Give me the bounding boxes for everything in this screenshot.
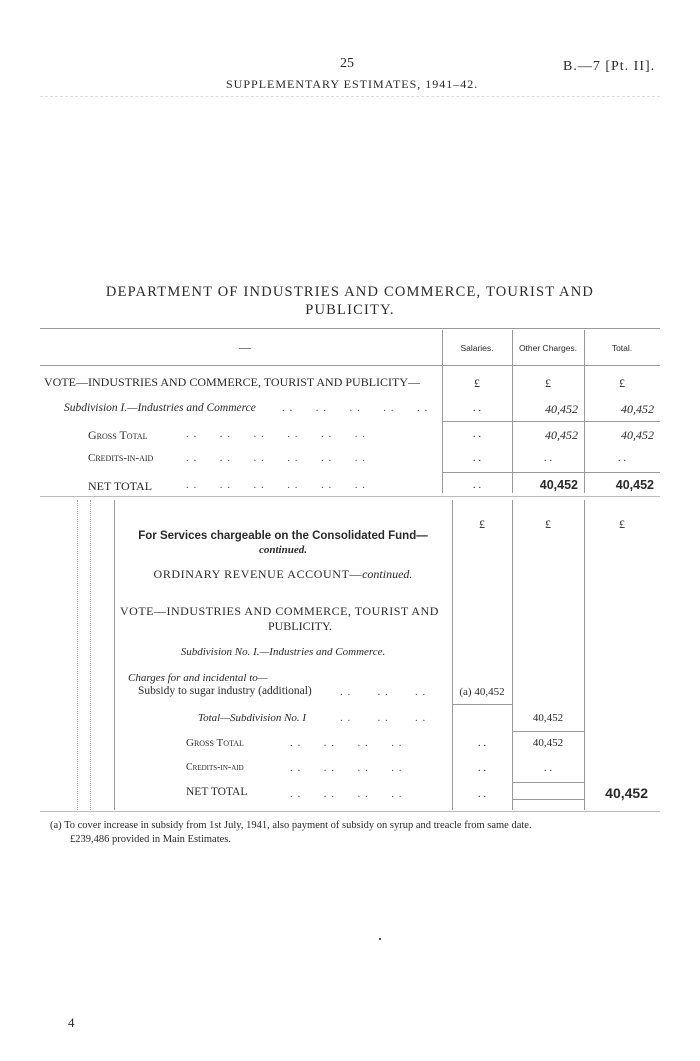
detail-margin-line-1 xyxy=(77,500,78,810)
detail-vote-line1: VOTE—INDUSTRIES AND COMMERCE, TOURIST AND xyxy=(120,604,439,618)
total-subdivision-value: 40,452 xyxy=(532,712,564,724)
detail-net-salaries: . . xyxy=(477,788,487,800)
currency-other: £ xyxy=(545,376,551,390)
header-rule xyxy=(40,96,660,97)
detail-net-label: NET TOTAL xyxy=(186,786,248,798)
detail-credits-value: . . xyxy=(543,762,553,774)
detail-net-value: 40,452 xyxy=(605,785,648,801)
header-total: Total. xyxy=(611,343,633,353)
summary-vote-line: VOTE—INDUSTRIES AND COMMERCE, TOURIST AND PUBLICITY— xyxy=(44,375,421,389)
rule-above-gross xyxy=(442,421,660,422)
footnote-line1: (a) To cover increase in subsidy from 1st July, 1941, also payment of subsidy on syrup and treacle from same date. xyxy=(50,820,532,831)
page-number: 25 xyxy=(340,56,354,71)
ordinary-revenue-main: ORDINARY REVENUE ACCOUNT— xyxy=(153,567,363,581)
header-other-charges: Other Charges. xyxy=(518,343,578,353)
summary-credits-total: . . xyxy=(617,452,627,464)
summary-net-label: NET TOTAL xyxy=(88,479,153,493)
consolidated-fund-continued: continued. xyxy=(259,544,307,556)
ordinary-revenue-continued: continued. xyxy=(362,567,413,581)
rule-above-net xyxy=(442,472,660,473)
detail-gross-leader: . . . . . . . . xyxy=(290,737,403,749)
summary-credits-label: Credits-in-aid xyxy=(88,452,154,464)
summary-top-rule xyxy=(40,328,660,329)
detail-gross-label: Gross Total xyxy=(186,737,244,749)
detail-gross-salaries: . . xyxy=(477,737,487,749)
detail-credits-salaries: . . xyxy=(477,762,487,774)
department-title-line1: DEPARTMENT OF INDUSTRIES AND COMMERCE, TOURIST AND xyxy=(105,284,595,300)
header-salaries: Salaries. xyxy=(460,343,494,353)
summary-row-total: 40,452 xyxy=(621,402,654,416)
rule-above-total-sub xyxy=(452,704,512,705)
detail-gross-value: 40,452 xyxy=(532,737,564,749)
summary-header-rule xyxy=(40,365,660,366)
summary-gross-leader: . . . . . . . . . . . . xyxy=(186,428,366,440)
print-speck xyxy=(379,938,381,940)
rule-above-detail-net xyxy=(512,782,584,783)
summary-row-other: 40,452 xyxy=(545,402,578,416)
subsidy-value: (a) 40,452 xyxy=(459,686,505,698)
summary-net-leader: . . . . . . . . . . . . xyxy=(186,479,366,491)
rule-below-detail-net xyxy=(512,799,584,800)
summary-net-salaries: . . xyxy=(472,479,482,491)
rule-above-detail-gross xyxy=(512,731,584,732)
detail-col-divider-4 xyxy=(584,500,585,810)
total-subdivision-label: Total—Subdivision No. I xyxy=(198,712,307,724)
consolidated-fund-heading: For Services chargeable on the Consolidated Fund— xyxy=(138,530,428,542)
detail-credits-label: Credits-in-aid xyxy=(186,762,244,773)
footnote-line2: £239,486 provided in Main Estimates. xyxy=(70,834,231,845)
summary-gross-salaries: . . xyxy=(472,428,482,440)
summary-net-total: 40,452 xyxy=(615,478,654,492)
detail-net-leader: . . . . . . . . xyxy=(290,788,403,800)
detail-currency-1: £ xyxy=(479,517,485,531)
detail-subdivision: Subdivision No. I.—Industries and Commerce. xyxy=(180,646,386,658)
summary-net-other: 40,452 xyxy=(539,478,578,492)
reference-code: B.—7 [Pt. II]. xyxy=(563,59,656,74)
summary-row-salaries: . . xyxy=(472,402,482,414)
summary-gross-other: 40,452 xyxy=(545,428,578,442)
detail-vote-line2: PUBLICITY. xyxy=(267,619,333,633)
subsidy-label: Subsidy to sugar industry (additional) xyxy=(138,685,312,697)
summary-credits-leader: . . . . . . . . . . . . xyxy=(186,452,366,464)
detail-credits-leader: . . . . . . . . xyxy=(290,762,403,774)
detail-currency-3: £ xyxy=(619,517,625,531)
summary-gross-label: Gross Total xyxy=(88,428,148,442)
summary-row-label: Subdivision I.—Industries and Commerce xyxy=(64,402,256,414)
ordinary-revenue-heading xyxy=(114,567,452,582)
summary-gross-total: 40,452 xyxy=(621,428,654,442)
summary-bottom-rule xyxy=(40,496,660,497)
currency-salaries: £ xyxy=(474,376,480,390)
summary-credits-salaries: . . xyxy=(472,452,482,464)
folio-number: 4 xyxy=(68,1015,75,1030)
running-title: SUPPLEMENTARY ESTIMATES, 1941–42. xyxy=(226,77,479,91)
detail-currency-2: £ xyxy=(545,517,551,531)
charges-label: Charges for and incidental to— xyxy=(128,672,268,684)
summary-row-leader: . . . . . . . . . . xyxy=(282,402,429,414)
department-title-line2: PUBLICITY. xyxy=(305,302,395,318)
header-blank: — xyxy=(239,340,251,354)
currency-total: £ xyxy=(619,376,625,390)
total-subdivision-leader: . . . . . . xyxy=(340,712,427,724)
detail-bottom-rule xyxy=(40,811,660,812)
detail-margin-line-2 xyxy=(90,500,91,810)
summary-credits-other: . . xyxy=(543,452,553,464)
department-title xyxy=(0,284,700,319)
subsidy-leader: . . . . . . xyxy=(340,686,427,698)
